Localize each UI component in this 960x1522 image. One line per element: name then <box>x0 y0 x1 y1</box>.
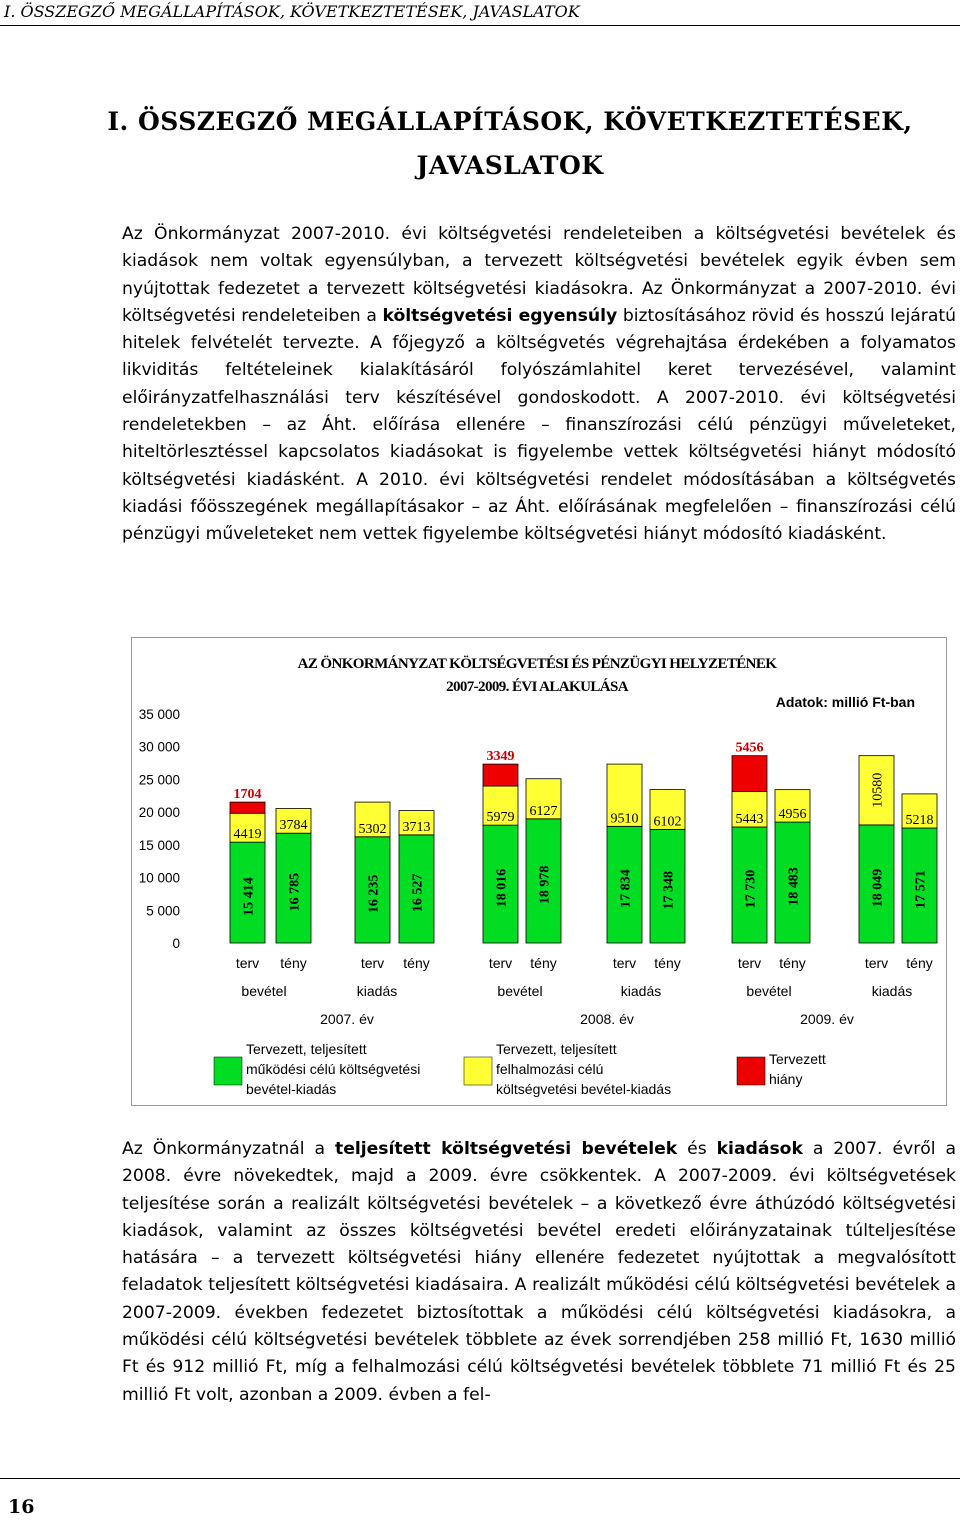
chart-title-line2: 2007-2009. ÉVI ALAKULÁSA <box>446 679 628 695</box>
budget-chart-svg <box>132 638 946 1105</box>
data-label-operating: 18 049 <box>870 868 886 908</box>
section-title <box>60 100 960 188</box>
x-category-label: terv <box>737 955 762 971</box>
y-tick-label: 30 000 <box>138 739 180 755</box>
data-label-capital: 3784 <box>279 818 308 834</box>
x-group-label: bevétel <box>497 983 543 999</box>
data-label-operating: 17 348 <box>661 870 677 910</box>
data-label-operating: 18 978 <box>537 865 553 905</box>
x-category-label: terv <box>235 955 260 971</box>
budget-chart <box>131 637 947 1106</box>
x-category-label: tény <box>280 955 307 971</box>
x-category-label: terv <box>612 955 637 971</box>
x-category-label: tény <box>403 955 430 971</box>
data-label-operating: 15 414 <box>241 877 257 916</box>
data-label-capital: 4419 <box>233 827 262 843</box>
y-tick-label: 35 000 <box>138 707 180 722</box>
data-label-operating: 18 016 <box>494 868 510 908</box>
data-label-operating: 17 571 <box>913 870 929 909</box>
x-category-label: terv <box>360 955 385 971</box>
x-year-label: 2007. év <box>320 1011 374 1027</box>
chart-unit-note: Adatok: millió Ft-ban <box>775 694 915 710</box>
y-tick-label: 0 <box>172 936 180 951</box>
x-category-label: tény <box>654 955 681 971</box>
legend-swatch <box>214 1057 242 1085</box>
legend-swatch <box>737 1057 765 1085</box>
y-tick-label: 10 000 <box>138 870 180 886</box>
para2-run-2: és <box>677 1139 717 1159</box>
data-label-capital: 4956 <box>778 807 807 823</box>
data-label-capital: 5218 <box>905 813 934 829</box>
data-label-capital: 6127 <box>529 803 558 819</box>
legend-label: hiány <box>769 1071 803 1087</box>
data-label-operating: 16 785 <box>287 872 303 912</box>
x-group-label: bevétel <box>241 983 287 999</box>
data-label-capital: 5979 <box>486 810 515 826</box>
data-label-deficit: 1704 <box>233 787 262 803</box>
para2-run-4: a 2007. évről a 2008. évre növekedtek, majd a 2009. évre csökkentek. A 2007-2009. évi költségvetések teljesítése során a realizált költségvetési bevételek – a következő évre áthúzódó költségvetési kiadások, valamint az összes költségvetési bevétel eredeti előirányzatainak túlteljesítése hatására – a tervezett költségvetési hiány ellenére fedezetet nyújtottak a megvalósított feladatok teljesített költségvetési kiadásaira. A realizált működési célú költségvetési bevételek a 2007-2009. években fedezetet biztosítottak a működési célú költségvetési kiadásokra, a működési célú költségvetési bevételek többlete az évek sorrendjében 258 millió Ft, 1630 millió Ft és 912 millió Ft, míg a felhalmozási célú költségvetési bevételek többlete 71 millió Ft és 25 millió Ft volt, azonban a 2009. évben a fel- <box>122 1139 957 1405</box>
section-title-line2: JAVASLATOK <box>416 151 604 180</box>
y-tick-label: 5 000 <box>146 903 180 919</box>
section-title-line1: I. ÖSSZEGZŐ MEGÁLLAPÍTÁSOK, KÖVETKEZTETÉSEK, <box>107 107 913 136</box>
data-label-operating: 17 834 <box>618 869 634 908</box>
x-category-label: tény <box>906 955 933 971</box>
x-group-label: bevétel <box>746 983 792 999</box>
data-label-capital: 5302 <box>358 821 387 837</box>
data-label-capital: 10580 <box>870 772 886 808</box>
legend-label: Tervezett, teljesített <box>246 1041 367 1057</box>
para1-run-1: költségvetési egyensúly <box>382 305 618 326</box>
bar-segment-deficit <box>732 756 767 792</box>
para2-run-0: Az Önkormányzatnál a <box>122 1139 335 1159</box>
x-group-label: kiadás <box>620 983 662 999</box>
data-label-deficit: 3349 <box>486 749 515 765</box>
legend-label: költségvetési bevétel-kiadás <box>496 1081 672 1097</box>
data-label-capital: 6102 <box>653 814 682 830</box>
x-category-label: terv <box>488 955 513 971</box>
footer-rule <box>0 1478 960 1479</box>
legend-label: bevétel-kiadás <box>246 1081 337 1097</box>
page-number: 16 <box>8 1496 35 1518</box>
legend-swatch <box>464 1057 492 1085</box>
chart-title-line1: AZ ÖNKORMÁNYZAT KÖLTSÉGVETÉSI ÉS PÉNZÜGYI HELYZETÉNEK <box>297 656 777 672</box>
data-label-operating: 16 235 <box>366 874 382 914</box>
data-label-capital: 5443 <box>735 811 764 827</box>
para1-run-0: Az Önkormányzat 2007-2010. évi költségvetési rendeleteiben a költségvetési bevételek és kiadások nem voltak egyensúlyban, a tervezett költségvetési bevételek egyik évben sem nyújtottak fedezetet a tervezett költségvetési kiadásokra. Az Önkormányzat a 2007-2010. évi költségvetési rendeleteiben a <box>122 224 956 326</box>
data-label-operating: 16 527 <box>410 873 426 913</box>
legend-label: Tervezett <box>769 1051 826 1067</box>
x-year-label: 2008. év <box>580 1011 634 1027</box>
data-label-deficit: 5456 <box>735 740 764 756</box>
data-label-operating: 17 730 <box>743 869 759 909</box>
para2-run-1: teljesített költségvetési bevételek <box>334 1139 678 1159</box>
data-label-operating: 18 483 <box>786 867 802 906</box>
y-tick-label: 15 000 <box>138 837 180 853</box>
legend-label: felhalmozási célú <box>496 1061 604 1077</box>
x-group-label: kiadás <box>356 983 398 999</box>
paragraph-results <box>122 1136 956 1409</box>
data-label-capital: 9510 <box>610 811 639 827</box>
para1-run-2: biztosításához rövid és hosszú lejáratú hitelek felvételét tervezte. A főjegyző a költségvetés végrehajtása érdekében a folyamatos likviditás feltételeinek kialakításáról folyószámlahitel keret tervezésével, valamint előirányzatfelhasználási terv készítésével gondoskodott. A 2007-2010. évi költségvetési rendeletekben – az Áht. előírása ellenére – finanszírozási célú pénzügyi műveleteket, hiteltörlesztéssel kapcsolatos kiadásokat is figyelembe vettek költségvetési hiányt módosító költségvetési kiadásként. A 2010. évi költségvetési rendelet módosításában a költségvetés kiadási főösszegének megállapításakor – az Áht. előírásának megfelelően – finanszírozási célú pénzügyi műveleteket nem vettek figyelembe költségvetési hiányt módosító kiadásként. <box>122 305 956 545</box>
para2-run-3: kiadások <box>716 1139 803 1159</box>
legend-label: működési célú költségvetési <box>246 1061 421 1077</box>
x-category-label: tény <box>779 955 806 971</box>
bar-segment-deficit <box>483 764 518 786</box>
bar-segment-deficit <box>230 802 265 813</box>
y-tick-label: 20 000 <box>138 805 180 821</box>
running-header: I. ÖSSZEGZŐ MEGÁLLAPÍTÁSOK, KÖVETKEZTETÉSEK, JAVASLATOK <box>0 2 960 26</box>
x-category-label: tény <box>530 955 557 971</box>
paragraph-intro <box>122 221 956 549</box>
y-tick-label: 25 000 <box>138 772 180 788</box>
x-category-label: terv <box>864 955 889 971</box>
x-year-label: 2009. év <box>800 1011 854 1027</box>
data-label-capital: 3713 <box>402 819 431 835</box>
x-group-label: kiadás <box>871 983 913 999</box>
legend-label: Tervezett, teljesített <box>496 1041 617 1057</box>
